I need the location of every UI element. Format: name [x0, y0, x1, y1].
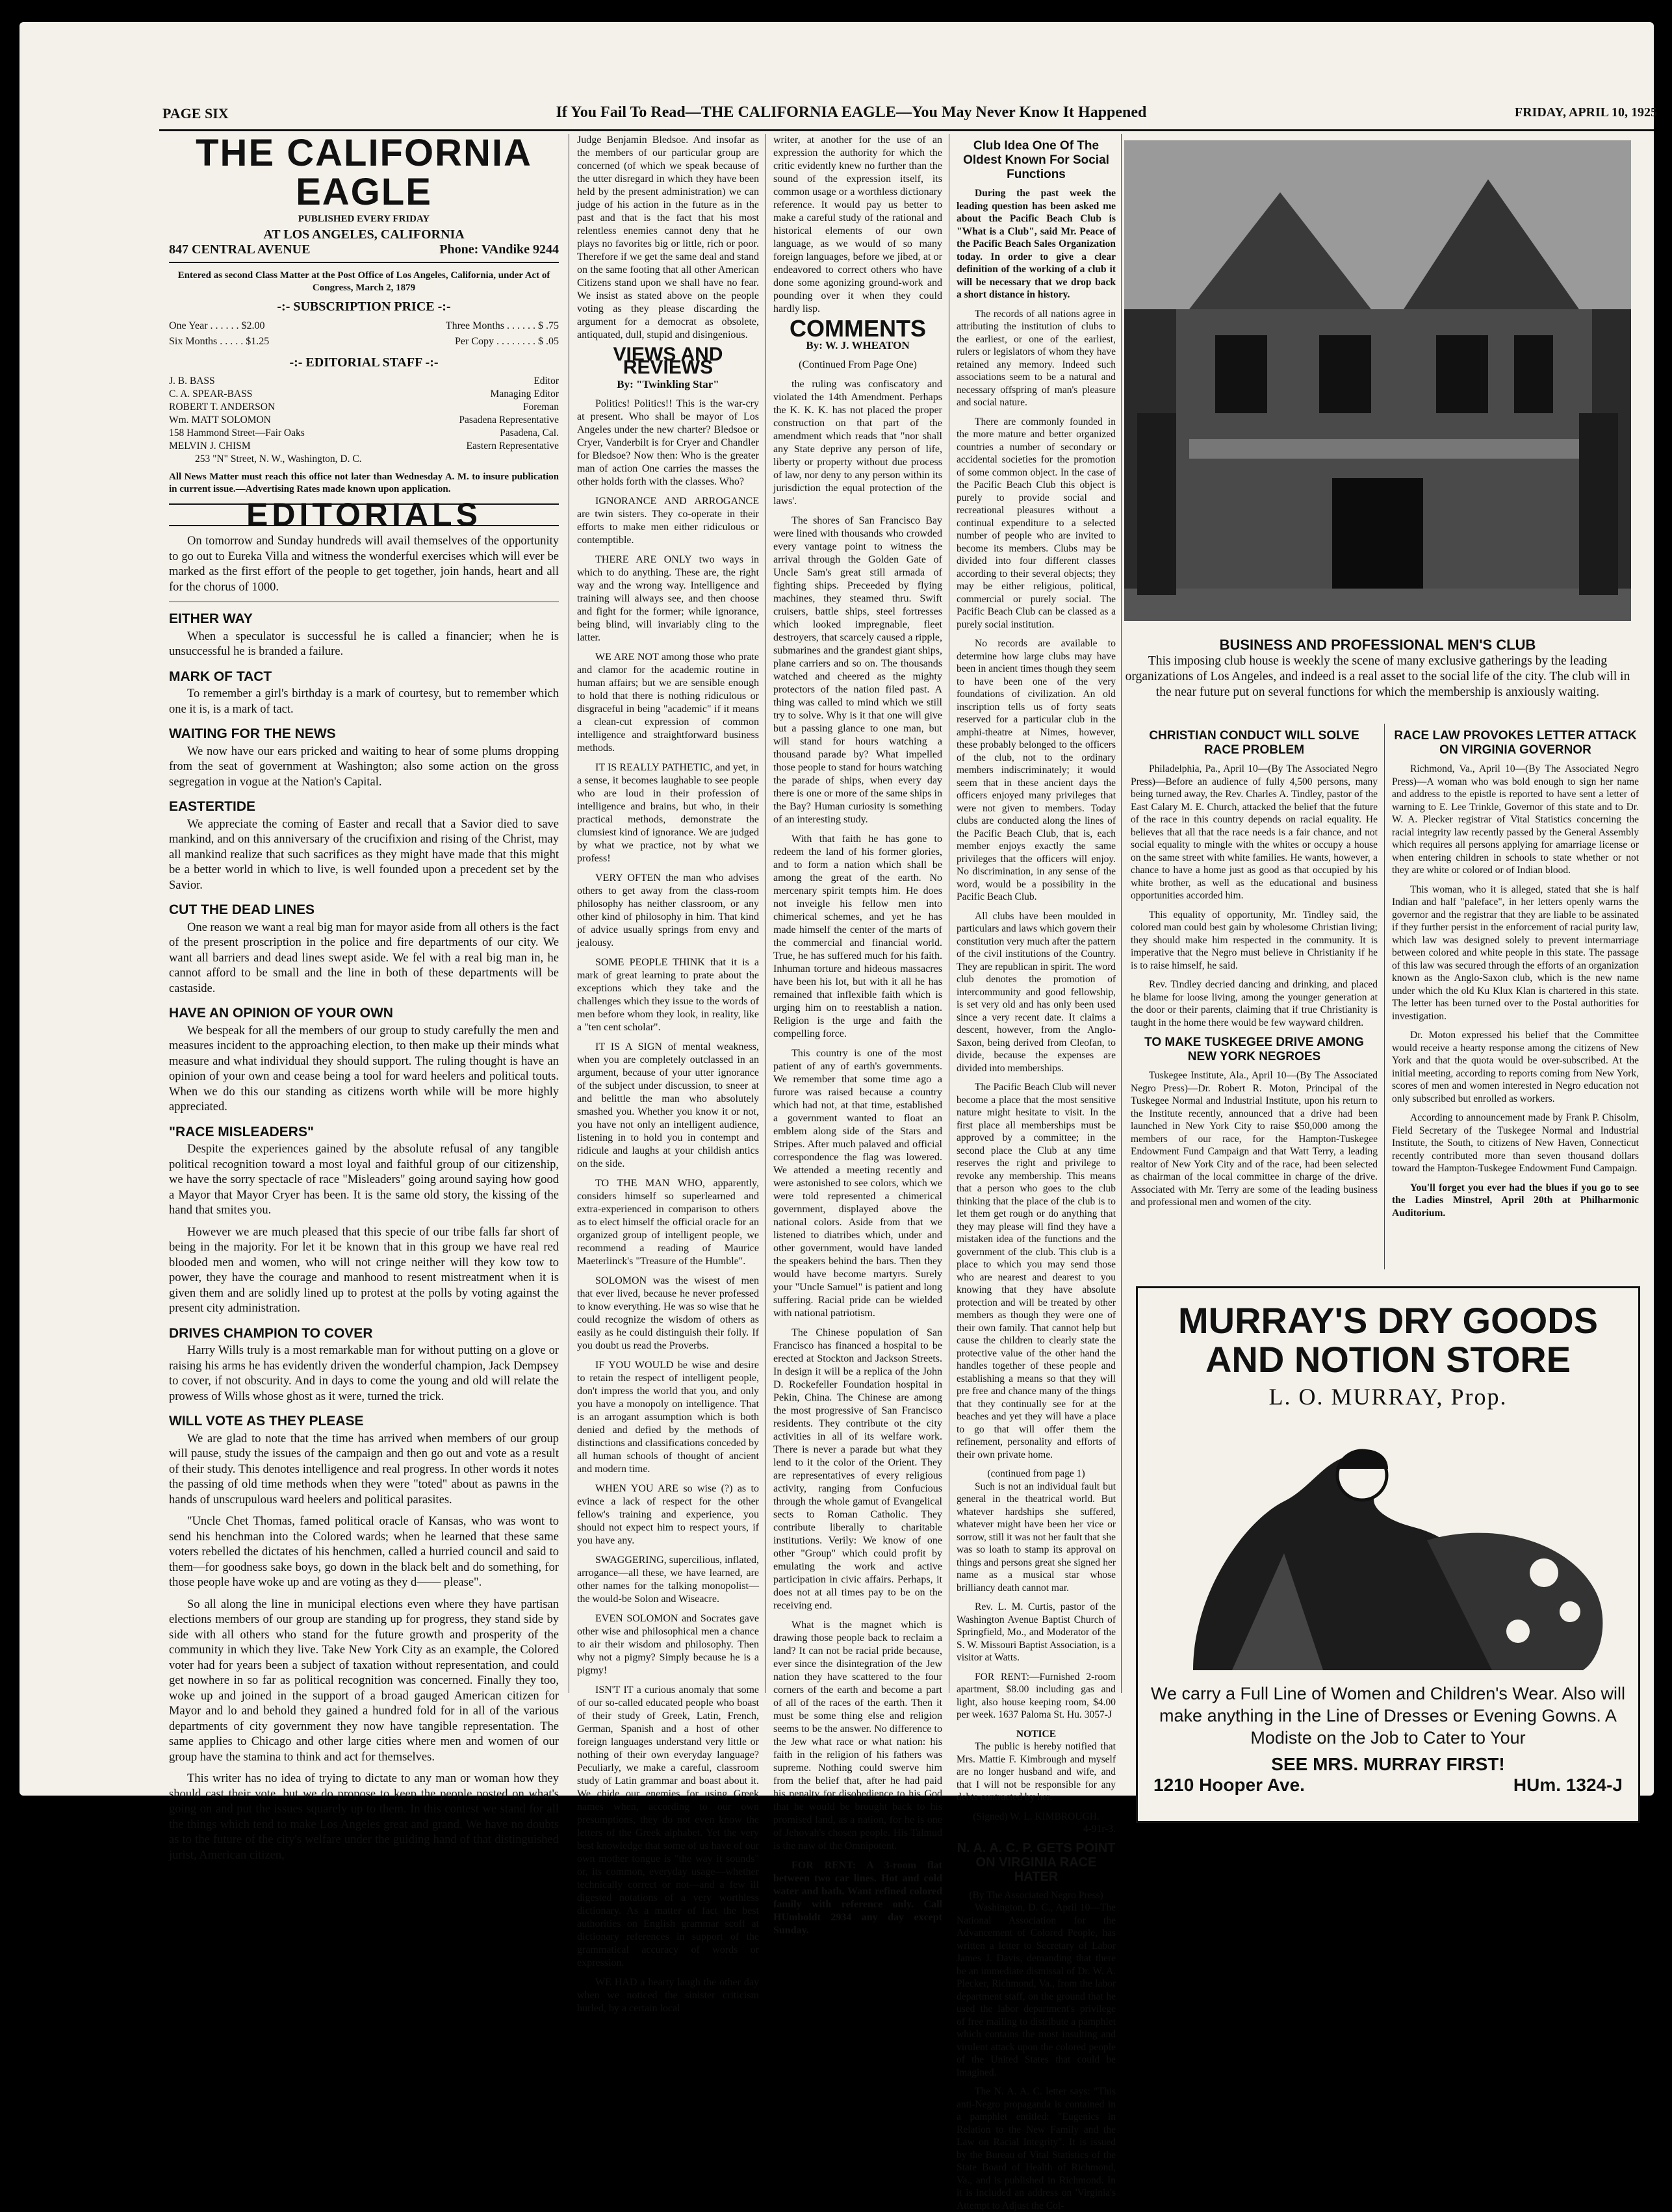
editorial-text: We appreciate the coming of Easter and recall that a Savior died to save mankind, and on this anniversary of the crucifixion and rising of the Christ, may all mankind realize that such sacrifices as they might have made that this might be a better world in which to live, is well founded upon a precedent set by the Savior. — [169, 817, 559, 892]
editorial-text: We now have our ears pricked and waiting to hear of some plums dropping from the seat of government at Washington; also some action on the gross segregation in vogue at the Nation's Capital. — [169, 744, 559, 789]
editorial-text: Despite the experiences gained by the absolute refusal of any tangible political recognition toward a most loyal and faithful group of our citizenship, we have the sorry spectacle of race "Misleaders" going around saying how good a Mayor that Mayor Cryer has been. It is the same old story, the kissing of the hand that smites you. — [169, 1143, 559, 1217]
editorial-text: However we are much pleased that this specie of our tribe falls far short of being in the majority. For let it be known that in this group we have real red blooded men and women, who will not cringe neither will they kow tow to power, they have the courage and manhood to resent mistreatment when it is given them and are solidly lined up to protest at the polls by voting against the present city administration. — [169, 1225, 559, 1315]
editorial-title: MARK OF TACT — [169, 668, 272, 684]
editorial-text: We bespeak for all the members of our group to study carefully the men and measures incident to the approaching election, to then make up their minds what measure and what individual they should support. The ruling thought is have an opinion of your own and cease being a tool for ward heelers and political touts. When we do this our standing as citizens worth while will be more highly appreciated. — [169, 1024, 559, 1113]
column-comments — [773, 134, 942, 1936]
column-race-law — [1392, 724, 1639, 1276]
editorial-text: One reason we want a real big man for mayor aside from all others is the fact of the present proscription in the police and fire departments of our city. We want all barriers and dead lines swept aside. We fel with a real big man in, he cannot afford to be small and the line in both of these departments will be castaside. — [169, 921, 559, 995]
views-carryover: writer, at another for the use of an expression the authority for which the critic evidently knew no further than the sound of the expression itself, its common usage or a worthless dictionary reference. It would pay us better to make a careful study of the rational and historical elements of our own language, as we would of so many foreign languages, before we jibed, at or endeavored to correct others who have done some agonizing ground-work and pounding over it when they could hardly lisp. — [773, 134, 942, 314]
staff-name: ROBERT T. ANDERSON — [169, 401, 276, 413]
editorial-title: DRIVES CHAMPION TO COVER — [169, 1325, 373, 1341]
editorial-title: WAITING FOR THE NEWS — [169, 726, 336, 741]
staff-role: Foreman — [522, 401, 559, 413]
comments-item: This country is one of the most patient of any of earth's governments. We remember that some time ago a furore was raised because a country which had not, at that time, established a government wanted to float an emblem along side of the Stars and Stripes. After much palaved and official correspondence the flag was lowered. We attended a meeting recently and were astonished to see colors, which we were told represented a chimerical government, displayed above the national colors. Aside from that we listened to diatribes which, under and other government, would have landed the speakers behind the bars. Then they would have become martyrs. Surely your "Uncle Samuel" is patient and long suffering. Racial pride can be wielded with national patriotism. — [773, 1048, 942, 1319]
views-item: IT IS REALLY PATHETIC, and yet, in a sense, it becomes laughable to see people who are loud in their profession of intelligence and brains, but who, in their practical methods, demonstrate the clumsiest kind of ignorance. We are judged by what we practice, not by what we profess! — [577, 762, 759, 864]
staff-role: Pasadena, Cal. — [500, 427, 559, 439]
header-rule — [159, 129, 1654, 131]
continued-note: (continued from page 1) — [987, 1468, 1085, 1479]
staff-role: Managing Editor — [490, 388, 559, 400]
photo-caption: This imposing club house is weekly the scene of many exclusive gatherings by the leading organizations of Los Angeles, and indeed is a real asset to the social life of the city. The club will in the near future put on several functions for which the membership is anxiously waiting. — [1125, 654, 1630, 699]
column-rule — [1121, 134, 1122, 1693]
ad-title: MURRAY'S DRY GOODS AND NOTION STORE — [1177, 1300, 1599, 1380]
masthead-contact — [169, 242, 559, 258]
views-item: WHEN YOU ARE so wise (?) as to evince a lack of respect for the other fellow's training and experience, you should not expect him to respect yours, if you have any. — [577, 1483, 759, 1546]
for-rent-ad: FOR RENT: A 3-room flat between two car lines. Hot and cold water and bath. Want refined colored family with reference only. Call HUmboldt 2934 any day except Sunday. — [773, 1860, 942, 1936]
staff-row — [169, 440, 559, 453]
comments-item: With that faith he has gone to redeem the land of his former glories, and to form a nation which shall be among the great of the earth. No mercenary spirit tempts him. He does not inveigle his fellow men into chimerical schemes, and yet he has made himself the center of the marts of the commercial and financial world. True, he has suffered much for his faith. Inhuman torture and hideous massacres have been his lot, but with it all he has remained that inflexible faith which is urging him on to reestablish a nation. Religion is the urge and faith the compelling force. — [773, 833, 942, 1039]
notice-signature: (Signed) W. L. KIMBROUGH. — [973, 1811, 1100, 1822]
column-rule — [1384, 724, 1385, 1269]
page-number: PAGE SIX — [162, 105, 229, 121]
views-heading: VIEWS AND REVIEWS — [613, 344, 723, 378]
christian-text: Philadelphia, Pa., April 10—(By The Associated Negro Press)—Before an audience of fully 4,500 persons, many being turned away, the Rev. Charles A. Tindley, pastor of the East Calary M. E. Church, attacked the belief that the future of the race in this country depends on racial equality. He believes that all that the race needs is a fair chance, and not social equality to mingle with the whites or occupy a house on the same street with white families. He wants, however, a chance to have a home just as good as that occupied by his white brother, as well as the educational and business opportunities accorded him. — [1131, 763, 1378, 901]
price-row-2 — [169, 334, 559, 350]
club-text: All clubs have been moulded in particulars and laws which govern their constitution very much after the pattern of the civil institutions of the Country. They are republican in spirit. The word club denotes the promotion of intercommunity and good fellowship, is set very old and has only been used since a very recent date. It claims a descent, however, from the Anglo-Saxon, being derived from Cleofan, to divide, because the expenses are divided into memberships. — [957, 910, 1116, 1074]
ad-body: We carry a Full Line of Women and Children's Wear. Also will make anything in the Line of Dresses or Evening Gowns. A Modiste on the Job to Cater to Your — [1151, 1684, 1625, 1748]
ad-phone: HUm. 1324-J — [1513, 1775, 1623, 1795]
ad-cta: SEE MRS. MURRAY FIRST! — [1271, 1754, 1505, 1774]
club-text: There are commonly founded in the more mature and better organized countries a number of secondary or accidental societies for the promotion of some common object. In the case of the Pacific Beach Club this object is purely to provide social and recreational pleasures without a continual expenditure to a selected number of people who are invited to become its members. Clubs may be divided into four different classes according to their several objects; they may be either religious, political, commercial or purely social. The Pacific Beach Club can be classed as a purely social institution. — [957, 416, 1116, 630]
masthead-address: 847 CENTRAL AVENUE — [169, 242, 311, 257]
tuskegee-text: Tuskegee Institute, Ala., April 10—(By The Associated Negro Press)—Dr. Robert R. Moton, Principal of the Tuskegee Normal and Industrial Institute, upon his return to the Institute recently, announced that a drive had been launched in New York City to raise $50,000 among the members of our race, for the Hampton-Tuskegee Endowment Fund Campaign and that Watt Terry, a leading realtor of New York City and of the race, had been selected as chairman of the local committee in charge of the drive. Associated with Mr. Terry are some of the leading business and professional men and women of the city. — [1131, 1070, 1378, 1208]
comments-item: the ruling was confiscatory and violated the 14th Amendment. Perhaps the K. K. K. has not placed the proper construction on that part of the amendment which reads that "nor shall any State deprive any person of life, liberty or property without due process of law, nor deny to any person within its jurisdiction the equal protection of the laws'. — [773, 379, 942, 507]
staff-role: Editor — [534, 375, 559, 387]
naacp-byline: (By The Associated Negro Press) — [969, 1889, 1103, 1901]
column-views — [577, 134, 759, 2014]
tuskegee-heading: TO MAKE TUSKEGEE DRIVE AMONG NEW YORK NEGROES — [1144, 1036, 1364, 1063]
views-item: Politics! Politics!! This is the war-cry at present. Who shall be mayor of Los Angeles under the new charter? Bledsoe or Cryer, Vanderbilt is for Cryer and Chandler for Bledsoe? Now then: Who is the greater man of action One carries the masses the other holds forth with the classes. Who? — [577, 398, 759, 487]
ad-footer — [1138, 1775, 1638, 1796]
column-editorials — [169, 132, 559, 1862]
comments-byline: By: W. J. WHEATON — [806, 339, 910, 351]
editorial-title: "RACE MISLEADERS" — [169, 1124, 314, 1139]
masthead-location: AT LOS ANGELES, CALIFORNIA — [263, 227, 465, 242]
club-text: Rev. L. M. Curtis, pastor of the Washington Avenue Baptist Church of Springfield, Mo., and Moderator of the S. W. Missouri Baptist Association, is a visitor at Watts. — [957, 1601, 1116, 1663]
club-text: Such is not an individual fault but general in the theatrical world. But whatever hardships she suffered, whatever might have been her vice or sorrow, still it was not her fault that she was so loath to stamp its approval on things and persons great she signed her name as a musical star whose brilliancy death cannot mar. — [957, 1481, 1116, 1594]
comments-item: The shores of San Francisco Bay were lined with thousands who crowded every vantage point to witness the arrival through the Golden Gate of Uncle Sam's great still armada of fighting ships. Preceeded by flying machines, they steamed thru. Swift cruisers, battle ships, steel fortresses which looked impregnable, fleet destroyers, that scarcely caused a ripple, submarines and the grandest giant ships, plane carriers and so on. The thousands watched and cheered as the mighty protectors of the nation filed past. A thing was called to mind which we still try to solve. Why is it that one will give but a passing glance to one man, but will stand for hours watching a thousand parade by? What impelled those people to stand for hours watching the parade of ships, when every day there is one or more of the same ships in the Bay? Human curiosity is something of an interesting study. — [773, 515, 942, 825]
price-per-copy: Per Copy . . . . . . . . $ .05 — [455, 335, 559, 347]
race-law-text: According to announcement made by Frank P. Chisolm, Field Secretary of the Tuskegee Normal and Industrial Institute, the South, to citizens of New Haven, Connecticut recently contributed more than seven thousand dollars toward the Hampton-Tuskegee Endowment Fund Campaign. — [1392, 1112, 1639, 1174]
race-law-heading: RACE LAW PROVOKES LETTER ATTACK ON VIRGINIA GOVERNOR — [1394, 729, 1637, 757]
notice-code: 4-91r-3. — [1083, 1824, 1116, 1835]
masthead-published: PUBLISHED EVERY FRIDAY — [298, 214, 430, 224]
notice-text: The public is hereby notified that Mrs. Mattie F. Kimbrough and myself are no longer husband and wife, and that I will not be responsible for any debts contracted by her. — [957, 1741, 1116, 1803]
editorial-text: This writer has no idea of trying to dictate to any man or woman how they should cast their vote, but we do propose to keep the people posted on what's going on and put the issues squarely up to them. In this contest we stand for all the things which tend to make Los Angeles great and grand. We have no doubts as to the future of the city's welfare under the guiding hand of that distinguished jurist, American citizen, — [169, 1772, 559, 1862]
editorials-heading: EDITORIALS — [169, 503, 559, 527]
masthead-phone: Phone: VAndike 9244 — [439, 242, 559, 257]
fashion-illustration — [1154, 1423, 1622, 1670]
views-byline: By: "Twinkling Star" — [617, 378, 719, 390]
eastern-address: 253 "N" Street, N. W., Washington, D. C. — [195, 453, 362, 464]
minstrel-promo: You'll forget you ever had the blues if you go to see the Ladies Minstrel, April 20th at Philharmonic Auditorium. — [1392, 1182, 1639, 1219]
views-item: IT IS A SIGN of mental weakness, when you are completely outclassed in an argument, because of your utter ignorance of the subject under discussion, to sneer at and belittle the man who absolutely smashed you. Whether you know it or not, you have not only an intelligent audience, listening in to hold you in contempt and ridicule and laughs at your childish antics on the side. — [577, 1041, 759, 1169]
race-law-text: Dr. Moton expressed his belief that the Committee would receive a hearty response among the citizens of New York and that the quota would be over-subscribed. At the initial meeting, according to reports coming from New York, scores of men and women interested in Negro education not only subscribed but enrolled as workers. — [1392, 1030, 1639, 1104]
christian-text: This equality of opportunity, Mr. Tindley said, the colored man could best gain by wholesome Christian living; they should make him respected in the community. It is imperative that the Negro must believe in Christianity if he is to raise himself, he said. — [1131, 909, 1378, 971]
staff-row — [169, 414, 559, 427]
deadline-notice: All News Matter must reach this office not later than Wednesday A. M. to insure publication in current issue.—Advertising Rates made known upon application. — [169, 471, 559, 494]
club-text: The Pacific Beach Club will never become a place that the most sensitive nature might hesitate to visit. In the first place all memberships must be approved by a committee; in the second place the Club at any time reserves the right and privilege to revoke any membership. This means that a person who goes to the club thinking that the place of the club is to let them get rough or do anything that they may please will find they have a mistaken idea of the functions and the government of the club. This club is a place to which you may send those who are nearest and dearest to you knowing that they have absolute protection and will be treated by other members as though they were one of their own family. That cannot help but cause the children to clearly state the protective value of the other hand the handles together of these people and establishing a means so that they will pre free and chance many of the things that they continually see for at the beaches and yet they will have a place to go that will offer them the refinement, personality and efforts of their own private home. — [957, 1082, 1116, 1460]
building-illustration — [1124, 140, 1631, 621]
staff-role: Pasadena Representative — [459, 414, 559, 426]
staff-name: 158 Hammond Street—Fair Oaks — [169, 427, 305, 439]
photo-title: BUSINESS AND PROFESSIONAL MEN'S CLUB — [1219, 637, 1536, 653]
price-one-year: One Year . . . . . . $2.00 — [169, 320, 265, 331]
column-club — [957, 134, 1116, 2211]
editorial-title: HAVE AN OPINION OF YOUR OWN — [169, 1006, 393, 1021]
editorial-carryover: Judge Benjamin Bledsoe. And insofar as the members of our particular group are concerned (of which we speak because of the utter disregard in which they have been held by the present administration) we can judge of his action in the future as in the past and that is the fact that his most relentless enemies cannot deny that he plays no favorites big or little, rich or poor. Therefore if we get the same deal and stand on the same footing that all other American Citizens stand upon we shall have no fear. We insist as stated above on the people voting as they please discarding the argument for a democrat as obsolete, antiquated, dull, stupid and disingenious. — [577, 134, 759, 340]
views-item: WE ARE NOT among those who prate and clamor for the academic routine in human affairs; but we are sensible enough to hold that there is nothing ridiculous or disgraceful in being "academic" if it means a clean-cut expression of common intelligence and straightforward business methods. — [577, 652, 759, 754]
club-text: The records of all nations agree in attributing the institution of clubs to the earliest, or one of the earliest, rulers or legislators of whom they have retained any memory. Indeed such associations seem to be a natural and necessary offspring of man's pleasure and social nature. — [957, 308, 1116, 408]
editorial-text: When a speculator is successful he is called a financier; when he is unsuccessful he is branded a failure. — [169, 629, 559, 658]
rent-ad: FOR RENT:—Furnished 2-room apartment, $8.00 including gas and light, also house keeping room, $4.00 per week. 1637 Paloma St. Hu. 3057-J — [957, 1671, 1116, 1720]
page-header — [162, 100, 1657, 126]
comments-continued: (Continued From Page One) — [799, 359, 917, 370]
naacp-text: The N. A. A. C. letter says: "This anti-Negro propaganda is contained in a pamphlet entitled: "Eugenics in Relation to the New Family and the Law on Racial Integrity". It is issued by the Bureau of Vital Statistics of the State Board of Health of Richmond, Va., and is published in Richmond. In it is included an address on 'Virginia's Attempt to Adjust the Col- — [957, 2086, 1116, 2211]
views-item: SWAGGERING, supercilious, inflated, arrogance—all these, we have learned, are other names for the talking monopolist—the would-be Solon and Wiseacre. — [577, 1555, 759, 1605]
club-house-photo — [1124, 140, 1631, 621]
murray-ad — [1136, 1286, 1640, 1823]
editorial-text: Harry Wills truly is a most remarkable man for without putting on a glove or raising his arms he has evidently driven the wonderful champion, Jack Dempsey to cover, if not obscurity. And in days to come the young and old will relate the prowess of Wills whose ghost as it were, turned the trick. — [169, 1344, 559, 1403]
issue-date: FRIDAY, APRIL 10, 1925 — [1514, 105, 1657, 120]
editorial-title: EASTERTIDE — [169, 799, 256, 814]
editorial-text: To remember a girl's birthday is a mark of courtesy, but to remember which one it is, is a mark of tact. — [169, 687, 559, 716]
christian-text: Rev. Tindley decried dancing and drinking, and placed he blame for loose living, among the younger generation at the door or their parents, claiming that if true Christianity is taught in the home there would be few wayward children. — [1131, 979, 1378, 1028]
views-item: IF YOU WOULD be wise and desire to retain the respect of intelligent people, don't impress the world that you, and only you have a monopoly on intelligence. That is an arrogant assumption which is both denied and defied by the methods of distinctions and classifications conceded by all human schools of thought of ancient and modern time. — [577, 1360, 759, 1475]
column-rule — [765, 134, 766, 1693]
staff-title: -:- EDITORIAL STAFF -:- — [289, 355, 439, 370]
comments-item: The Chinese population of San Francisco has financed a hospital to be erected at Stockton and Jackson Streets. In design it will be a replica of the John D. Rockefeller Foundation hospital in Pekin, China. The Chinese are among the most progressive of San Francisco residents. They contribute ot the city activities in all of its welfare work. There is never a parade but what they lend to it the color of the Orient. They are representatives of every religious activity, ranging from Confucious through the whole gamut of Evangelical sects to Roman Catholic. They contribute liberally to charitable institutions. Verily: We know of one other "Group" which could profit by emulating the work and active participation in civic affairs. Perhaps, it does not at all times pay to be on the receiving end. — [773, 1327, 942, 1611]
club-text: No records are available to determine how large clubs may have been in ancient times though they seem to have been one of the very foundations of civilization. An old inscription tells us of forty seats reserved for a particular club in the amphi-theatre at Nimes, however, these probably belonged to the officers of the club, not to the ordinary members indiscriminately; it would seem that in these ancient days the officers enjoyed many privileges that were not given to members. Today clubs are conducted along the lines of the Pacific Beach Club, that is, each member enjoys exactly the same privileges that the officers will enjoy. No discrimination, in any sense of the word, would be a possibility in the Pacific Beach Club. — [957, 638, 1116, 902]
staff-name: MELVIN J. CHISM — [169, 440, 251, 451]
masthead-title: THE CALIFORNIA EAGLE — [196, 132, 532, 213]
comments-heading: COMMENTS — [790, 315, 926, 342]
views-item: THERE ARE ONLY two ways in which to do anything. These are, the right way and the wrong way. Intelligence and training will always see, and then choose and fight for the former; while ignorance, being blind, will invariably cling to the latter. — [577, 554, 759, 643]
views-item: WE HAD a hearty laugh the other day when we noticed the sinister criticism hurled, by a certain local — [577, 1977, 759, 2014]
ad-address: 1210 Hooper Ave. — [1153, 1775, 1305, 1795]
price-six-months: Six Months . . . . . $1.25 — [169, 335, 270, 347]
editorial-intro: On tomorrow and Sunday hundreds will avail themselves of the opportunity to go out to Eureka Villa and witness the wonderful exercises which will ever be marked as the first effort of the people to get together, join hands, heart and all for the chorus of 1000. — [169, 535, 559, 594]
views-item: IGNORANCE AND ARROGANCE are twin sisters. They co-operate in their efforts to make men either ridiculous or contemptible. — [577, 496, 759, 546]
staff-row — [169, 375, 559, 388]
ad-proprietor: L. O. MURRAY, Prop. — [1268, 1384, 1508, 1410]
header-motto: If You Fail To Read—THE CALIFORNIA EAGLE—You May Never Know It Happened — [556, 104, 1147, 121]
staff-row — [169, 388, 559, 401]
staff-role: Eastern Representative — [466, 440, 559, 451]
editorial-title: EITHER WAY — [169, 611, 253, 626]
subscription-title: -:- SUBSCRIPTION PRICE -:- — [277, 299, 451, 314]
price-row-1 — [169, 318, 559, 334]
race-law-text: This woman, who it is alleged, stated that she is half Indian and half "paleface", in her letters openly warns the governor and the registrar that they are liable to be assinated if they further persist in the enforcement of racial purity law, which law was designed solely to prevent intermarriage between colored and white people in this state. The passage of this law was secured through the efforts of an organization known as the Anglo-Saxon club, which is the new name under which the old Ku Klux Klan is chartered in this state. The letter has been turned over to the Postal authorities for investigation. — [1392, 884, 1639, 1022]
staff-name: J. B. BASS — [169, 375, 215, 387]
views-item: SOME PEOPLE THINK that it is a mark of great learning to prate about the exceptions which they take and the challenges which they issue to the words of men before whom they look, in reality, like a "ten cent scholar". — [577, 957, 759, 1033]
naacp-text: Washington, D. C., April 10—The National Association for the Advancement of Colored People, has written a letter to Secretary of Labor James J. Davis, demanding that there be an immediate dismissal of Dr. W. A. Plecker, Richmond, Va., from the labor department staff, on the ground that he used the labor department's privilege of free mailing to distribute a pamphlet which contains the most insulting and virulent attack upon the colored people of the United States that could be imagined. — [957, 1902, 1116, 2078]
race-law-text: Richmond, Va., April 10—(By The Associated Negro Press)—A woman who was bold enough to sign her name and address to the epistle is reported to have sent a letter of warning to E. Lee Trinkle, Governor of this state and to Dr. W. A. Plecker registrar of Vital Statistics concerning the racial integrity law recently passed by the General Assembly which requires all persons applying for amarriage license or when entering children in schools to state whether or not they are white or colored or of Indian blood. — [1392, 763, 1639, 876]
notice-title: NOTICE — [1016, 1728, 1057, 1740]
newspaper-page — [19, 22, 1657, 2211]
editorial-title: CUT THE DEAD LINES — [169, 902, 315, 917]
postal-entry: Entered as second Class Matter at the Post Office of Los Angeles, California, under Act of Congress, March 2, 1879 — [177, 270, 550, 293]
views-item: TO THE MAN WHO, apparently, considers himself so superlearned and extra-experienced in comparison to others as to elect himself the official oracle for an organized group of intelligent people, we recommend a reading of Maurice Maeterlinck's "Treasure of the Humble". — [577, 1178, 759, 1267]
editorial-title: WILL VOTE AS THEY PLEASE — [169, 1414, 364, 1429]
club-text: During the past week the leading question has been asked me about the Pacific Beach Club is "What is a Club", said Mr. Peace of the Pacific Beach Sales Organization today. In order to give a clear definition of the working of a club it will be necessary that we drop back a short distance in history. — [957, 188, 1116, 300]
staff-row — [169, 427, 559, 440]
views-item: VERY OFTEN the man who advises others to get away from the class-room philosophy has neither classroom, or any other kind of philosophy in him. That kind of advice usually springs from envy and jealousy. — [577, 872, 759, 948]
views-item: ISN'T IT a curious anomaly that some of our so-called educated people who boast of their study of Greek, Latin, French, German, Spanish and a host of other foreign languages understand very little or nothing of their own everyday language? Peculiarly, we make a careful, classroom study of Latin grammar and boast about it. We chide our enemies for using Greek names when, according to our own presumptions, they do not even know the letters of the Greek alphabet. Yet the very best knowledge that some of us have of our own mother tongue is "the way it sounds" or, its common, everyday usage—whether technically correct or not—and a few ill digested notations of a very worthless dictionary. As a matter of fact the best authorities on English grammar scoff at dictionary references in support of the grammatical accuracy of words or expression. — [577, 1684, 759, 1968]
masthead — [169, 134, 559, 263]
naacp-heading: N. A. A. C. P. GETS POINT ON VIRGINIA RACE HATER — [957, 1840, 1116, 1884]
comments-item: What is the magnet which is drawing those people back to reclaim a land? It can not be racial pride because, ever since the disintegration of the Jew nation they have scattered to the four corners of the earth and become a part of all of the races of the earth. Then it must be some thing else and religion seems to be the answer. No difference to the Jew what race or what nation: his faith in the religion of his fathers was supreme. Nothing could swerve him from the belief that, after he had paid his penalty for disobedience to his God that he would be brought back to his promised land, as a nation, for he is one of Jehovah's chosen people. His Talmud is the naw of the Omnipotent. — [773, 1620, 942, 1851]
editorial-text: "Uncle Chet Thomas, famed political oracle of Kansas, who was wont to send his henchman into the Colored wards; when he learned that these same voters rebelled the dictates of his henchmen, called a hurried council and said to them—for goodness sake boys, go down in the black belt and do something, for those people have woke up and are voting as they d—— please". — [169, 1515, 559, 1589]
price-three-months: Three Months . . . . . . $ .75 — [445, 320, 559, 331]
editorial-text: So all along the line in municipal elections even where they have partisan elections members of our group are standing up for progress, they stand side by side with all others who stand for the future growth and prosperity of the community in which they live. Take New York City as an example, the Colored voter had for years been a subject of taxation without representation, and could get nowhere in so far as political recognition was concerned. Finally they too, woke up and joined in the support of a broad gauged American citizen for Mayor and lo and behold they gained a hundred fold for in all of the various departments of city government they now have tangible representation. The same applies to Chicago and other large cities where men and women of our group have the stamina to think and act for themselves. — [169, 1597, 559, 1764]
editorial-text: We are glad to note that the time has arrived when members of our group will pause, study the issues of the campaign and then go out and vote as a result of their study. This denotes intelligence and real progress. In other words it notes the passing of old time methods when they were "toted" about as pawns in the hands of unscrupulous ward heelers and political parasites. — [169, 1432, 559, 1506]
staff-name: C. A. SPEAR-BASS — [169, 388, 253, 400]
staff-row — [169, 401, 559, 414]
christian-heading: CHRISTIAN CONDUCT WILL SOLVE RACE PROBLEM — [1149, 729, 1359, 757]
club-heading: Club Idea One Of The Oldest Known For Social Functions — [963, 139, 1109, 181]
staff-name: Wm. MATT SOLOMON — [169, 414, 271, 426]
column-christian — [1131, 724, 1378, 1217]
views-item: SOLOMON was the wisest of men that ever lived, because he never professed to know everything. He was so wise that he could recognize the wisdom of others as easily as he could distinguish their folly. If you doubt us read the Proverbs. — [577, 1275, 759, 1351]
views-item: EVEN SOLOMON and Socrates gave other wise and philosophical men a chance to air their wisdom and philosophy. Then why not a pigmy? Simply because he is a pigmy! — [577, 1613, 759, 1676]
